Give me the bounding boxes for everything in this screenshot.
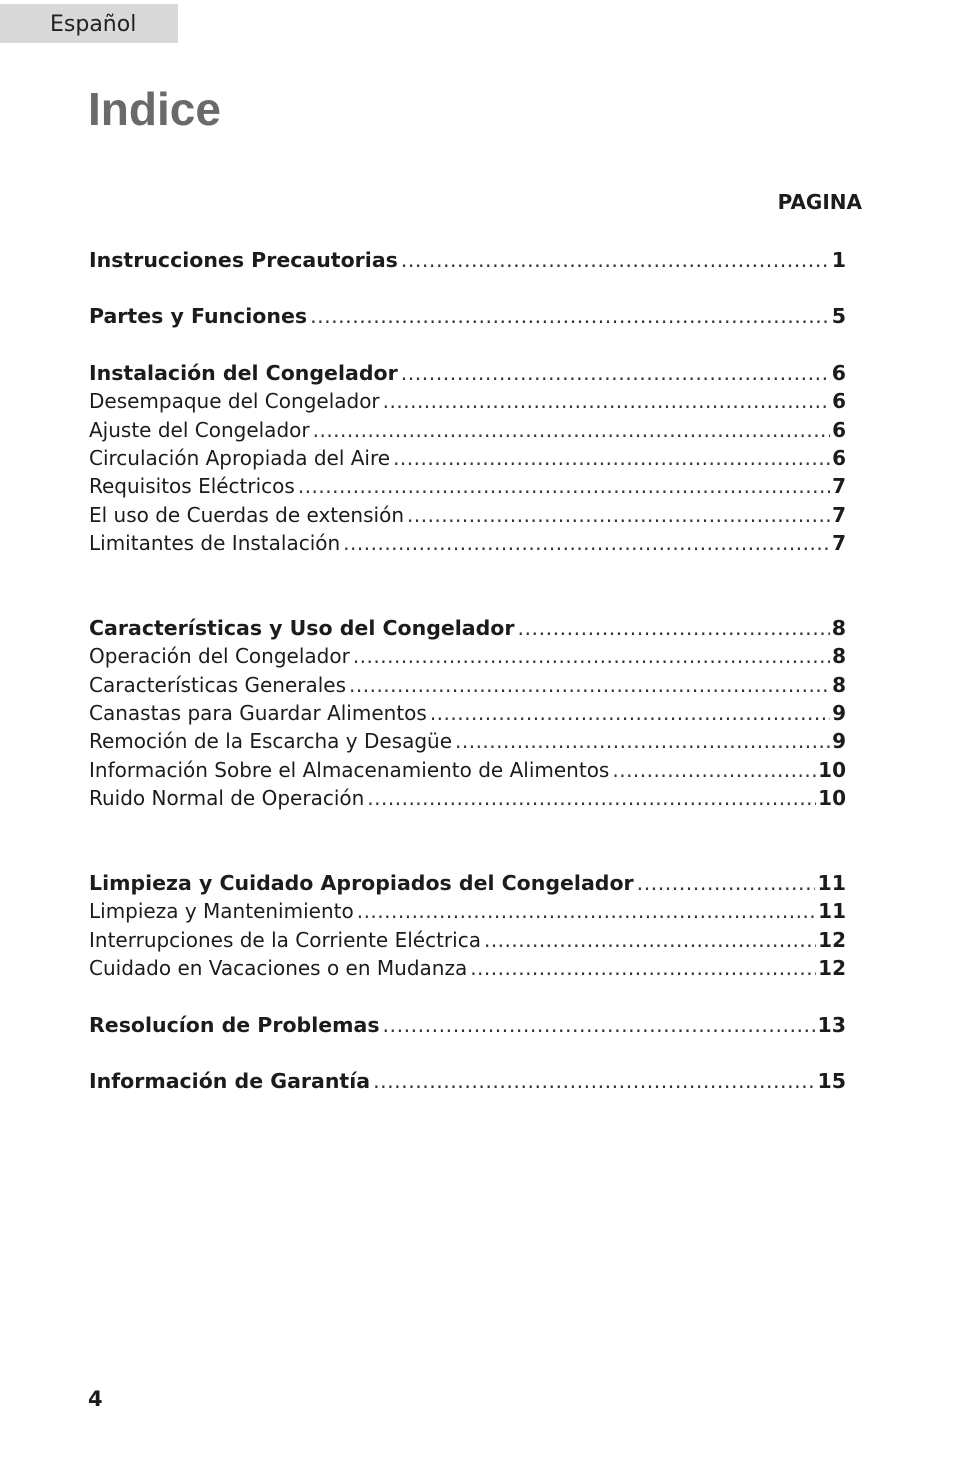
dot-leader	[383, 387, 830, 415]
toc-entry-caracteristicas-y-uso	[89, 614, 846, 642]
toc-entry-page: 1	[831, 248, 846, 272]
toc-entry-instalacion	[89, 359, 846, 387]
toc-entry-label: Partes y Funciones	[89, 304, 308, 328]
toc-entry-page: 15	[817, 1069, 846, 1093]
toc-subentry-limpieza	[89, 897, 846, 925]
dot-leader	[455, 727, 830, 755]
dot-leader	[343, 529, 830, 557]
toc-entry-page: 6	[832, 389, 846, 413]
toc-entry-label: Características Generales	[89, 673, 347, 697]
page-number: 4	[88, 1387, 103, 1411]
toc-entry-label: Características y Uso del Congelador	[89, 616, 515, 640]
dot-leader	[313, 416, 830, 444]
toc-entry-label: Interrupciones de la Corriente Eléctrica	[89, 928, 481, 952]
toc-entry-page: 6	[831, 361, 846, 385]
toc-entry-label: Resolucíon de Problemas	[89, 1013, 380, 1037]
toc-subentry-operacion	[89, 642, 846, 670]
dot-leader	[310, 302, 830, 330]
dot-leader	[349, 671, 830, 699]
dot-leader	[430, 699, 830, 727]
toc-entry-page: 7	[832, 531, 846, 555]
toc-entry-page: 9	[832, 701, 846, 725]
dot-leader	[373, 1067, 815, 1095]
toc-entry-page: 7	[832, 474, 846, 498]
toc-subentry-ajuste	[89, 416, 846, 444]
toc-entry-label: Circulación Apropiada del Aire	[89, 446, 391, 470]
toc-entry-label: Limpieza y Cuidado Apropiados del Congelador	[89, 871, 634, 895]
toc-subentry-caracteristicas-generales	[89, 671, 846, 699]
toc-entry-label: Información de Garantía	[89, 1069, 371, 1093]
toc-subentry-vacaciones	[89, 954, 846, 982]
toc-entry-limpieza-y-cuidado	[89, 869, 846, 897]
toc-subentry-remocion	[89, 727, 846, 755]
toc-entry-label: Desempaque del Congelador	[89, 389, 380, 413]
toc-subentry-ruido	[89, 784, 846, 812]
toc-entry-label: Información Sobre el Almacenamiento de Alimentos	[89, 758, 610, 782]
dot-leader	[484, 926, 816, 954]
toc-subentry-limitantes	[89, 529, 846, 557]
toc-entry-page: 9	[832, 729, 846, 753]
toc-subentry-canastas	[89, 699, 846, 727]
toc-subentry-almacenamiento	[89, 756, 846, 784]
toc-entry-label: Remoción de la Escarcha y Desagüe	[89, 729, 452, 753]
toc-entry-page: 11	[817, 871, 846, 895]
toc-entry-label: Ajuste del Congelador	[89, 418, 310, 442]
toc-entry-instrucciones-precautorias	[89, 246, 846, 274]
dot-leader	[470, 954, 816, 982]
toc-entry-label: Ruido Normal de Operación	[89, 786, 365, 810]
dot-leader	[407, 501, 830, 529]
toc-subentry-interrupciones	[89, 926, 846, 954]
toc-entry-label: Limpieza y Mantenimiento	[89, 899, 354, 923]
dot-leader	[383, 1011, 816, 1039]
toc-entry-label: Limitantes de Instalación	[89, 531, 341, 555]
toc-entry-label: Cuidado en Vacaciones o en Mudanza	[89, 956, 468, 980]
dot-leader	[298, 472, 830, 500]
toc-entry-page: 8	[831, 616, 846, 640]
toc-entry-label: Instrucciones Precautorias	[89, 248, 398, 272]
toc-subentry-requisitos	[89, 472, 846, 500]
toc-entry-label: Operación del Congelador	[89, 644, 350, 668]
dot-leader	[518, 614, 830, 642]
dot-leader	[637, 869, 816, 897]
toc-subentry-desempaque	[89, 387, 846, 415]
toc-entry-page: 13	[817, 1013, 846, 1037]
page-title: Indice	[88, 83, 221, 135]
toc-entry-label: Instalación del Congelador	[89, 361, 398, 385]
dot-leader	[367, 784, 816, 812]
toc-subentry-cuerdas	[89, 501, 846, 529]
toc-entry-page: 12	[818, 956, 846, 980]
toc-entry-resolucion	[89, 1011, 846, 1039]
toc-entry-page: 7	[832, 503, 846, 527]
page-column-header: PAGINA	[777, 190, 862, 214]
toc-entry-partes-y-funciones	[89, 302, 846, 330]
toc-entry-label: Requisitos Eléctricos	[89, 474, 295, 498]
language-tab: Español	[0, 4, 178, 43]
dot-leader	[357, 897, 816, 925]
toc-subentry-circulacion	[89, 444, 846, 472]
toc-entry-label: Canastas para Guardar Alimentos	[89, 701, 427, 725]
toc-entry-label: El uso de Cuerdas de extensión	[89, 503, 404, 527]
toc-entry-garantia	[89, 1067, 846, 1095]
dot-leader	[401, 359, 830, 387]
dot-leader	[353, 642, 830, 670]
toc-entry-page: 8	[832, 673, 846, 697]
toc-entry-page: 10	[818, 786, 846, 810]
toc-entry-page: 6	[832, 446, 846, 470]
toc-entry-page: 8	[832, 644, 846, 668]
toc-entry-page: 5	[831, 304, 846, 328]
dot-leader	[393, 444, 830, 472]
toc-entry-page: 10	[818, 758, 846, 782]
toc-entry-page: 6	[832, 418, 846, 442]
dot-leader	[401, 246, 830, 274]
dot-leader	[612, 756, 816, 784]
toc-entry-page: 11	[818, 899, 846, 923]
toc-entry-page: 12	[818, 928, 846, 952]
